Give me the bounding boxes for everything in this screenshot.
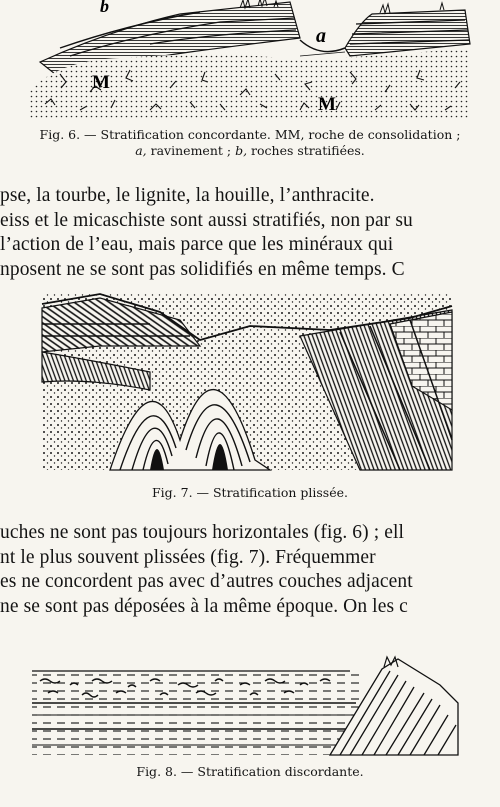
figure-7-illustration bbox=[0, 290, 500, 472]
fig6-caption bbox=[0, 127, 500, 159]
fig6-caption-b: b, bbox=[235, 143, 248, 158]
paragraph2-line-3: es ne concordent pas avec d’autres couches adjacent bbox=[0, 571, 413, 592]
paragraph1-line-1: pse, la tourbe, le lignite, la houille, l’anthracite. bbox=[0, 185, 375, 206]
fig7-caption: Fig. 7. — Stratification plissée. bbox=[152, 485, 348, 500]
figure-8-illustration bbox=[0, 655, 500, 757]
paragraph2-line-1: uches ne sont pas toujours horizontales (fig. 6) ; ell bbox=[0, 522, 404, 543]
body-paragraph-1 bbox=[0, 184, 500, 282]
fig6-label-m-left: M bbox=[92, 72, 110, 93]
fig6-label-a: a bbox=[316, 25, 326, 47]
paragraph2-line-2: nt le plus souvent plissées (fig. 7). Fréquemmer bbox=[0, 546, 376, 568]
paragraph2-line-4: ne se sont pas déposées à la même époque. On les c bbox=[0, 595, 408, 617]
figure-6-illustration bbox=[0, 0, 500, 120]
paragraph1-line-4: nposent ne se sont pas solidifiés en même temps. C bbox=[0, 258, 405, 280]
paragraph1-line-3: l’action de l’eau, mais parce que les minéraux qui bbox=[0, 234, 394, 255]
paragraph1-line-2: eiss et le micaschiste sont aussi stratifiés, non par su bbox=[0, 209, 413, 231]
fig6-caption-mid: ravinement ; bbox=[146, 143, 236, 158]
fig6-caption-line1: Fig. 6. — Stratification concordante. MM, roche de consolidation ; bbox=[39, 127, 461, 142]
fig6-caption-a: a, bbox=[135, 143, 147, 158]
fig8-caption: Fig. 8. — Stratification discordante. bbox=[136, 764, 364, 779]
fig6-caption-end: roches stratifiées. bbox=[247, 143, 365, 158]
body-paragraph-2 bbox=[0, 521, 500, 619]
fig6-label-b: b bbox=[100, 0, 109, 16]
fig6-caption-line2 bbox=[0, 143, 500, 159]
fig6-label-m-right: M bbox=[318, 94, 336, 115]
